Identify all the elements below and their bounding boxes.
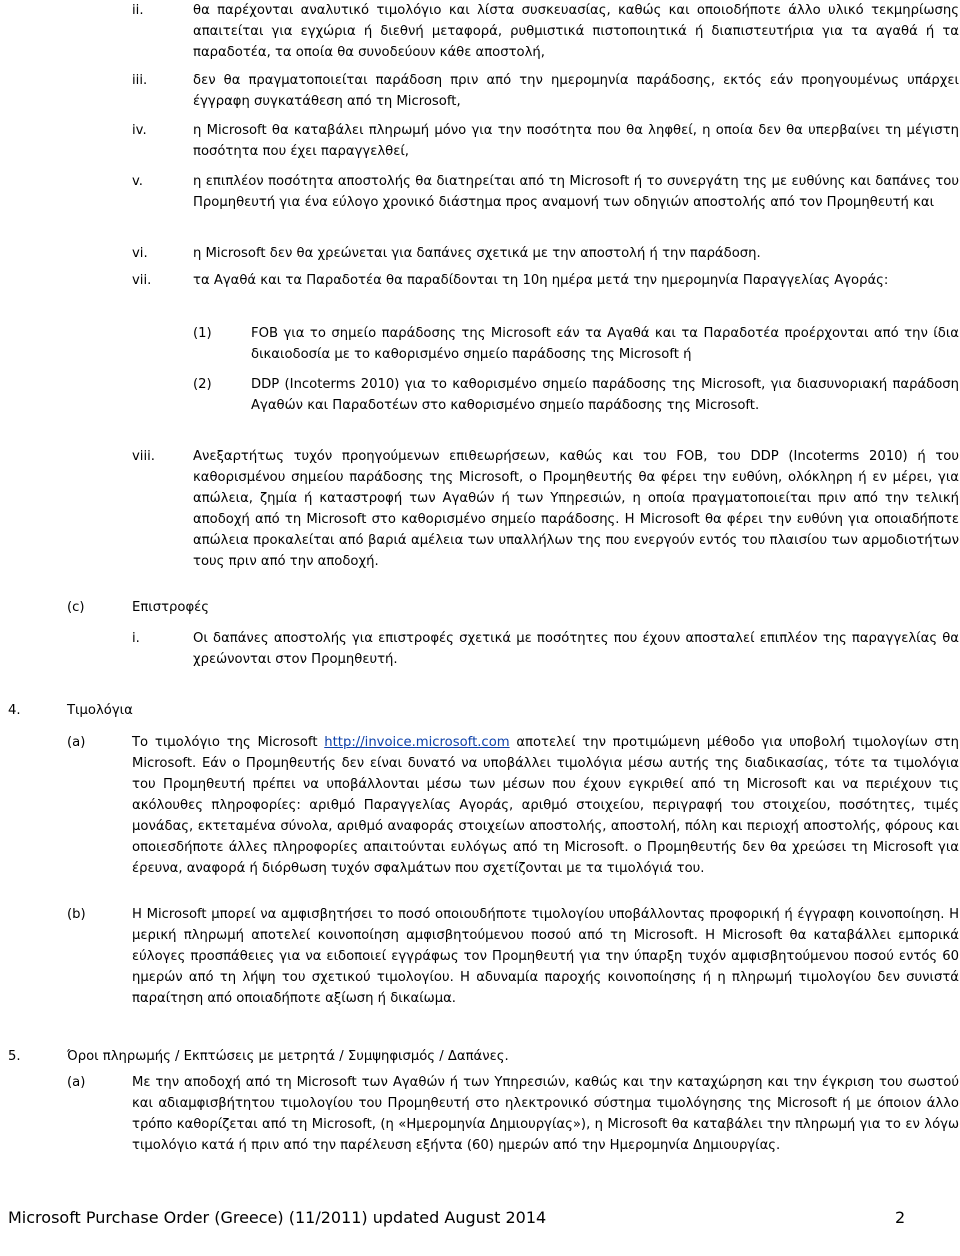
section-4b-text: Η Microsoft μπορεί να αμφισβητήσει το ποσό οποιουδήποτε τιμολογίου υποβάλλοντας προφορική ή έγγραφη κοινοποίηση. Η μερική πληρωμή αποτελεί κοινοποίηση αμφισβητούμενου ποσού από τη Microsoft. Η Microsoft θα καταβάλλει εμπορικά εύλογες προσπάθειες για να ειδοποιεί εγγράφως τον Προμηθευτή για την ύπαρξη τυχόν αμφισβητούμενου ποσού εντός 60 ημερών από τη λήψη του σχετικού τιμολογίου. Η αδυναμία παροχής κοινοποίησης ή η πληρωμή τιμολογίου δεν συνιστά παραίτηση από οποιαδήποτε αξίωση ή δικαίωμα.: [132, 907, 959, 1006]
section-5a-label: (a): [67, 1075, 86, 1090]
item-number-viii: viii.: [132, 449, 155, 464]
returns-title: Επιστροφές: [132, 600, 210, 615]
footer-document-title: Microsoft Purchase Order (Greece) (11/2011) updated August 2014: [8, 1208, 547, 1227]
invoice-link[interactable]: http://invoice.microsoft.com: [324, 735, 510, 750]
returns-item-number: i.: [132, 631, 140, 646]
item-number-ii: ii.: [132, 3, 144, 18]
item-text-iii: δεν θα πραγματοποιείται παράδοση πριν από την ημερομηνία παράδοσης, εκτός εάν προηγουμένως υπάρχει έγγραφη συγκατάθεση από τη Microsoft,: [193, 73, 959, 109]
item-text-ii: θα παρέχονται αναλυτικό τιμολόγιο και λίστα συσκευασίας, καθώς και οποιοδήποτε άλλο υλικό τεκμηρίωσης απαιτείται για εγχώρια ή διεθνή μεταφορά, ρυθμιστικά πιστοποιητικά ή διαπιστευτήρια για τα αγαθά ή τα παραδοτέα, τα οποία θα συνοδεύουν κάθε αποστολή,: [193, 3, 959, 60]
section-5-title: Όροι πληρωμής / Εκπτώσεις με μετρητά / Συμψηφισμός / Δαπάνες.: [67, 1049, 509, 1064]
item-number-vi: vi.: [132, 246, 148, 261]
returns-item-text: Οι δαπάνες αποστολής για επιστροφές σχετικά με ποσότητες που έχουν αποσταλεί επιπλέον της παραγγελίας θα χρεώνονται στον Προμηθευτή.: [193, 631, 959, 667]
item-number-v: v.: [132, 174, 143, 189]
section-4b-label: (b): [67, 907, 86, 922]
sub-number-2: (2): [193, 377, 212, 392]
sub-text-2: DDP (Incoterms 2010) για το καθορισμένο σημείο παράδοσης της Microsoft, για διασυνοριακή παράδοση Αγαθών και Παραδοτέων στο καθορισμένο σημείο παράδοσης της Microsoft.: [251, 377, 959, 413]
item-number-iv: iv.: [132, 123, 147, 138]
item-text-vii: τα Αγαθά και τα Παραδοτέα θα παραδίδονται τη 10η ημέρα μετά την ημερομηνία Παραγγελίας Αγοράς:: [193, 273, 889, 288]
section-4a-text-start: Το τιμολόγιο της Microsoft: [132, 735, 325, 750]
item-text-vi: η Microsoft δεν θα χρεώνεται για δαπάνες σχετικά με την αποστολή ή την παράδοση.: [193, 246, 761, 261]
item-text-viii: Ανεξαρτήτως τυχόν προηγούμενων επιθεωρήσεων, καθώς και του FOB, του DDP (Incoterms 2010) ή του καθορισμένου σημείου παράδοσης της Microsoft, ο Προμηθευτής θα φέρει την ευθύνη, ολόκληρη ή εν μέρει, για απώλεια, ζημία ή καταστροφή των Αγαθών ή των Υπηρεσιών, η οποία πραγματοποιείται πριν από την τελική αποδοχή από τη Microsoft στο καθορισμένο σημείο παράδοσης. Η Microsoft θα φέρει την ευθύνη για οποιαδήποτε απώλεια προκαλείται από βαριά αμέλεια των υπαλλήλων της που ενεργούν εντός του πλαισίου των αρμοδιοτήτων τους πριν από την αποδοχή.: [193, 449, 959, 569]
section-4a-text-rest: αποτελεί την προτιμώμενη μέθοδο για υποβολή τιμολογίων στη Microsoft. Εάν ο Προμηθευτής δεν είναι δυνατό να υποβάλλει τιμολόγια μέσω αυτής της διαδικασίας, τότε τα τιμολόγια του Προμηθευτή πρέπει να υποβάλλονται μέσω των μέσων που έχουν εγκριθεί από τη Microsoft και να περιέχουν τις ακόλουθες πληροφορίες: αριθμό Παραγγελίας Αγοράς, αριθμό στοιχείου, περιγραφή του στοιχείου, ποσότητες, τιμές μονάδας, εκτεταμένα σύνολα, αριθμό αναφοράς στοιχείων αποστολής, αποστολή, πόλη και περιοχή αποστολής, φόρους και οποιεσδήποτε άλλες πληροφορίες απαιτούνται ευλόγως από τη Microsoft. ο Προμηθευτής δεν θα χρεώσει τη Microsoft για έρευνα, αναφορά ή διόρθωση τυχόν σφαλμάτων που σχετίζονται με τα τιμολόγιά του.: [132, 735, 959, 876]
returns-label: (c): [67, 600, 85, 615]
section-4a-label: (a): [67, 735, 86, 750]
section-4-number: 4.: [8, 703, 21, 718]
sub-number-1: (1): [193, 326, 212, 341]
section-4a-text: [132, 732, 959, 879]
item-number-iii: iii.: [132, 73, 148, 88]
sub-text-1: FOB για το σημείο παράδοσης της Microsoft εάν τα Αγαθά και τα Παραδοτέα προέρχονται από την ίδια δικαιοδοσία με το καθορισμένο σημείο παράδοσης της Microsoft ή: [251, 326, 959, 362]
item-text-v: η επιπλέον ποσότητα αποστολής θα διατηρείται από τη Microsoft ή το συνεργάτη της με ευθύνης και δαπάνες του Προμηθευτή για ένα εύλογο χρονικό διάστημα προς αναμονή των οδηγιών αποστολής από τον Προμηθευτή και: [193, 174, 959, 210]
footer-page-number: 2: [895, 1208, 906, 1227]
section-5a-text: Με την αποδοχή από τη Microsoft των Αγαθών ή των Υπηρεσιών, καθώς και την καταχώρηση και την έγκριση του σωστού και αδιαμφισβήτητου τιμολογίου του Προμηθευτή στο ηλεκτρονικό σύστημα τιμολόγησης της Microsoft ή με όποιον άλλο τρόπο καθορίζεται από τη Microsoft, (η «Ημερομηνία Δημιουργίας»), η Microsoft θα καταβάλει την πληρωμή για το εν λόγω τιμολόγιο κατά ή πριν από την παρέλευση εξήντα (60) ημερών από την Ημερομηνία Δημιουργίας.: [132, 1075, 959, 1153]
item-text-iv: η Microsoft θα καταβάλει πληρωμή μόνο για την ποσότητα που θα ληφθεί, η οποία δεν θα υπερβαίνει τη μέγιστη ποσότητα που έχει παραγγελθεί,: [193, 123, 959, 159]
item-number-vii: vii.: [132, 273, 152, 288]
section-4-title: Τιμολόγια: [67, 703, 133, 718]
section-5-number: 5.: [8, 1049, 21, 1064]
